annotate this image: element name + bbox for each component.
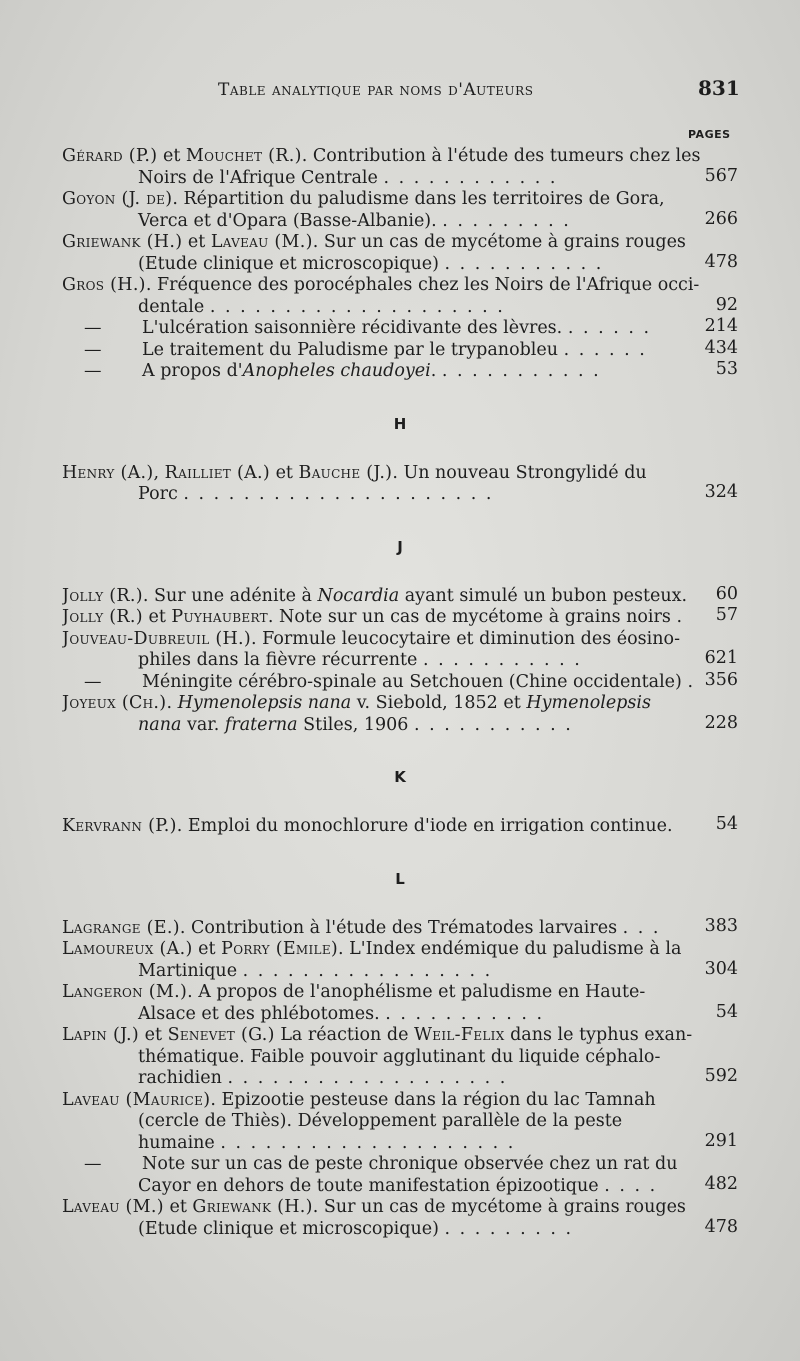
index-entry-lapin: Lapin (J.) et Senevet (G.) La réaction de Weil-Felix dans le typhus exan- thématique. Faible pouvoir agglutinant du liquide céphalo- rachidien . . . . . . . . . . . . . . . . . . . 592 [62, 1025, 738, 1088]
index-subentry: — Méningite cérébro-spinale au Setchouen (Chine occidentale) . 356 [84, 669, 738, 692]
page-ref: 53 [715, 359, 738, 379]
page-ref: 621 [704, 648, 738, 668]
index-entry-griewank: Griewank (H.) et Laveau (M.). Sur un cas de mycétome à grains rouges (Etude clinique et microscopique) . . . . . . . . . . . 478 [62, 232, 738, 274]
page-ref: 214 [704, 316, 738, 336]
index-entry-jolly-nocardia: Jolly (R.). Sur une adénite à Nocardia ayant simulé un bubon pesteux. 60 [62, 583, 738, 606]
page-ref: 291 [704, 1130, 738, 1151]
index-entry-jouveau-dubreuil: Jouveau-Dubreuil (H.). Formule leucocytaire et diminution des éosino- philes dans la fièvre récurrente . . . . . . . . . . . 621 [62, 628, 738, 670]
index-subentry: — Le traitement du Paludisme par le trypanobleu . . . . . . 434 [84, 337, 738, 360]
page-ref: 60 [715, 583, 738, 604]
index-subentry: — Note sur un cas de peste chronique observée chez un rat du Cayor en dehors de toute manifestation épizootique . . . . 482 [84, 1154, 738, 1196]
section-letter-l: L [395, 869, 405, 888]
page-ref: 478 [704, 1216, 738, 1237]
page-ref: 478 [704, 251, 738, 272]
running-title: Table analytique par noms d'Auteurs [218, 80, 534, 100]
index-entry-langeron: Langeron (M.). A propos de l'anophélisme et paludisme en Haute- Alsace et des phlébotomes. . . . . . . . . . . . 54 [62, 982, 738, 1024]
page-ref: 54 [715, 814, 738, 834]
index-entry-kervrann: Kervrann (P.). Emploi du monochlorure d'iode en irrigation continue. 54 [62, 814, 738, 836]
index-entry-laveau-griewank: Laveau (M.) et Griewank (H.). Sur un cas de mycétome à grains rouges (Etude clinique et microscopique) . . . . . . . . . 478 [62, 1197, 738, 1239]
index-subentry: — L'ulcération saisonnière récidivante des lèvres. . . . . . . 214 [84, 316, 738, 338]
index-body [62, 146, 738, 1240]
page-ref: 567 [704, 165, 738, 186]
page-ref: 324 [704, 482, 738, 502]
page-ref: 57 [715, 605, 738, 625]
index-entry-gros: Gros (H.). Fréquence des porocéphales chez les Noirs de l'Afrique occi- dentale . . . . . . . . . . . . . . . . . . . . 92 [62, 275, 738, 317]
pages-column-label: PAGES [688, 128, 731, 141]
page-ref: 54 [715, 1001, 738, 1022]
page-ref: 383 [704, 915, 738, 936]
index-entry-gerard: Gérard (P.) et Mouchet (R.). Contribution à l'étude des tumeurs chez les Noirs de l'Afrique Centrale . . . . . . . . . . . . 567 [62, 146, 738, 188]
page-ref: 356 [704, 669, 738, 690]
section-letter-h: H [393, 414, 407, 433]
running-head [0, 76, 800, 106]
page-ref: 434 [704, 337, 738, 358]
index-subentry: — A propos d'Anopheles chaudoyei. . . . . . . . . . . . 53 [84, 359, 738, 381]
index-entry-joyeux: Joyeux (Ch.). Hymenolepsis nana v. Siebold, 1852 et Hymenolepsis nana var. fraterna Stiles, 1906 . . . . . . . . . . . 228 [62, 693, 738, 735]
index-entry-lagrange: Lagrange (E.). Contribution à l'étude des Trématodes larvaires . . . 383 [62, 915, 738, 938]
page-ref: 266 [704, 208, 738, 229]
page-number: 831 [698, 76, 740, 100]
index-entry-goyon: Goyon (J. de). Répartition du paludisme dans les territoires de Gora, Verca et d'Opara (Basse-Albanie). . . . . . . . . . 266 [62, 189, 738, 231]
page-ref: 304 [704, 958, 738, 979]
index-entry-lamoureux: Lamoureux (A.) et Porry (Emile). L'Index endémique du paludisme à la Martinique . . . . . . . . . . . . . . . . . 304 [62, 939, 738, 981]
page-ref: 592 [704, 1066, 738, 1086]
page-ref: 92 [715, 294, 738, 315]
page-ref: 228 [704, 712, 738, 733]
section-letter-j: J [397, 537, 403, 556]
page-ref: 482 [704, 1173, 738, 1194]
index-entry-laveau-maurice: Laveau (Maurice). Epizootie pesteuse dans la région du lac Tamnah (cercle de Thiès). Développement parallèle de la peste humaine . . . . . . . . . . . . . . . . . . . . 291 [62, 1089, 738, 1153]
index-entry-henry: Henry (A.), Railliet (A.) et Bauche (J.). Un nouveau Strongylidé du Porc . . . . . . . . . . . . . . . . . . . . . 324 [62, 462, 738, 504]
index-entry-jolly-puyhaubert: Jolly (R.) et Puyhaubert. Note sur un cas de mycétome à grains noirs . 57 [62, 605, 738, 627]
section-letter-k: K [394, 768, 406, 786]
